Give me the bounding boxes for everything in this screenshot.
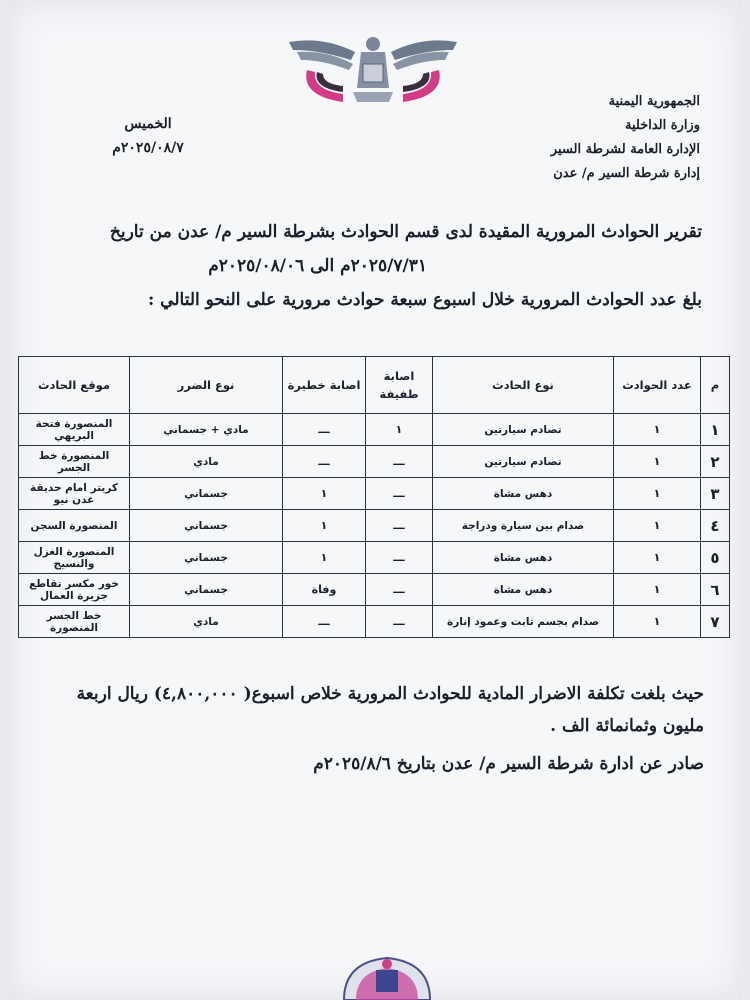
row-count: ١ — [614, 606, 701, 638]
row-minor-injury: ـــ — [366, 606, 433, 638]
col-header-minor-injury: اصابة طفيفة — [366, 357, 433, 414]
row-severe-injury: ١ — [283, 478, 366, 510]
table-row — [19, 606, 730, 638]
table-row — [19, 414, 730, 446]
row-location: المنصورة خط الجسر — [19, 446, 130, 478]
row-number: ٤ — [701, 510, 730, 542]
report-period-line: ٢٠٢٥/٧/٣١م الى ٢٠٢٥/٠٨/٠٦م — [208, 256, 427, 276]
table-row — [19, 510, 730, 542]
document-date: ٢٠٢٥/٠٨/٧م — [112, 140, 184, 156]
row-count: ١ — [614, 414, 701, 446]
row-damage-type: مادي — [130, 606, 283, 638]
row-location: خور مكسر تقاطع جزيرة العمال — [19, 574, 130, 606]
table-row — [19, 574, 730, 606]
row-minor-injury: ـــ — [366, 478, 433, 510]
row-count: ١ — [614, 542, 701, 574]
row-count: ١ — [614, 574, 701, 606]
row-severe-injury: ـــ — [283, 414, 366, 446]
date-block — [88, 112, 208, 160]
row-location: المنصورة فتحة البريهي — [19, 414, 130, 446]
row-count: ١ — [614, 510, 701, 542]
table-row — [19, 542, 730, 574]
table-header-row — [19, 357, 730, 414]
damage-cost-paragraph: حيث بلغت تكلفة الاضرار المادية للحوادث المرورية خلاص اسبوع( ٤,٨٠٠,٠٠٠) ريال اربعة مليون وثمانمائة الف . — [76, 684, 704, 736]
general-administration: الإدارة العامة لشرطة السير — [550, 142, 700, 157]
row-severe-injury: وفاة — [283, 574, 366, 606]
row-minor-injury: ـــ — [366, 510, 433, 542]
row-accident-type: دهس مشاة — [433, 574, 614, 606]
col-header-location: موقع الحادث — [19, 357, 130, 414]
accidents-table — [18, 356, 730, 638]
document-page — [8, 0, 742, 1000]
row-accident-type: دهس مشاة — [433, 478, 614, 510]
row-number: ٢ — [701, 446, 730, 478]
yemen-eagle-emblem-icon — [283, 30, 463, 108]
row-count: ١ — [614, 478, 701, 510]
col-header-damage-type: نوع الضرر — [130, 357, 283, 414]
row-accident-type: دهس مشاة — [433, 542, 614, 574]
row-location: كريتر امام حديقة عدن نيو — [19, 478, 130, 510]
day-name: الخميس — [124, 116, 172, 132]
row-damage-type: جسماني — [130, 478, 283, 510]
row-minor-injury: ـــ — [366, 542, 433, 574]
row-minor-injury: ـــ — [366, 574, 433, 606]
table-row — [19, 446, 730, 478]
row-damage-type: جسماني — [130, 574, 283, 606]
issuing-authority-block — [440, 90, 700, 186]
row-accident-type: تصادم سيارتين — [433, 414, 614, 446]
row-location: المنصورة السجن — [19, 510, 130, 542]
row-minor-injury: ١ — [366, 414, 433, 446]
row-damage-type: جسماني — [130, 542, 283, 574]
traffic-administration: إدارة شرطة السير م/ عدن — [553, 166, 700, 181]
table-row — [19, 478, 730, 510]
row-severe-injury: ـــ — [283, 446, 366, 478]
row-damage-type: مادي + جسماني — [130, 414, 283, 446]
row-number: ٣ — [701, 478, 730, 510]
row-damage-type: جسماني — [130, 510, 283, 542]
row-number: ٧ — [701, 606, 730, 638]
republic-name: الجمهورية اليمنية — [608, 94, 700, 109]
row-severe-injury: ـــ — [283, 606, 366, 638]
report-title-line: تقرير الحوادث المرورية المقيدة لدى قسم الحوادث بشرطة السير م/ عدن من تاريخ — [109, 222, 702, 242]
col-header-type: نوع الحادث — [433, 357, 614, 414]
row-number: ٦ — [701, 574, 730, 606]
row-count: ١ — [614, 446, 701, 478]
ministry-seal-icon — [336, 952, 438, 1000]
col-header-severe-injury: اصابة خطيرة — [283, 357, 366, 414]
row-severe-injury: ١ — [283, 542, 366, 574]
issued-by-line: صادر عن ادارة شرطة السير م/ عدن بتاريخ ٢٠٢٥/٨/٦م — [313, 754, 704, 774]
row-number: ١ — [701, 414, 730, 446]
row-location: خط الجسر المنصورة — [19, 606, 130, 638]
row-accident-type: تصادم سيارتين — [433, 446, 614, 478]
col-header-number: م — [701, 357, 730, 414]
row-location: المنصورة الغزل والنسيج — [19, 542, 130, 574]
ministry-name: وزارة الداخلية — [624, 118, 700, 133]
row-damage-type: مادي — [130, 446, 283, 478]
row-minor-injury: ـــ — [366, 446, 433, 478]
row-accident-type: صدام بجسم ثابت وعمود إنارة — [433, 606, 614, 638]
report-summary-line: بلغ عدد الحوادث المرورية خلال اسبوع سبعة حوادث مرورية على النحو التالي : — [147, 290, 702, 310]
col-header-count: عدد الحوادث — [614, 357, 701, 414]
row-number: ٥ — [701, 542, 730, 574]
row-severe-injury: ١ — [283, 510, 366, 542]
row-accident-type: صدام بين سيارة ودراجة — [433, 510, 614, 542]
